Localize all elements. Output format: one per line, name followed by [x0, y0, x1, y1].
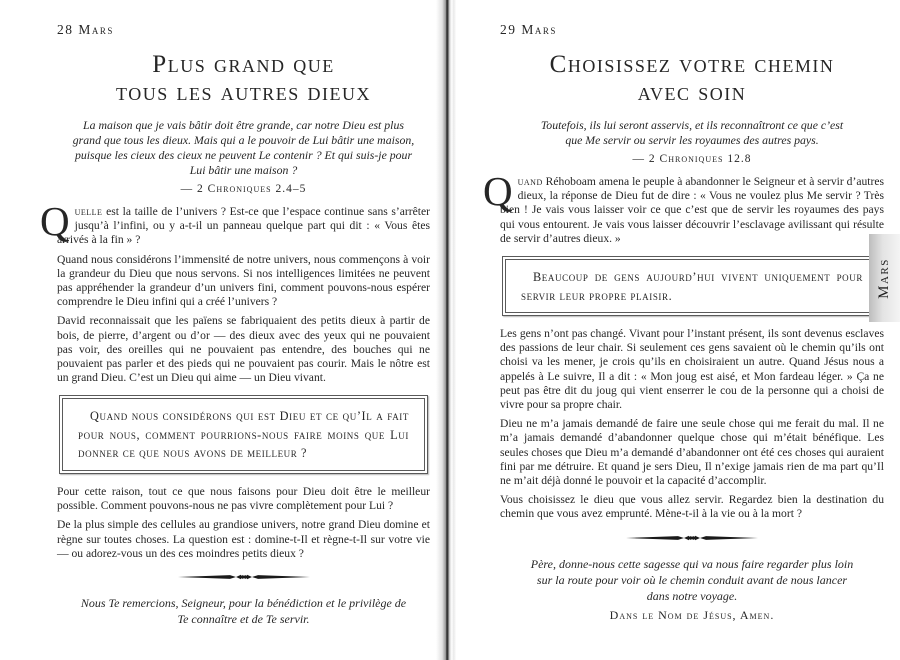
- body-paragraph: David reconnaissait que les païens se fabriquaient des petits dieux à partir de bois, de pierre, d’argent ou d’or — des dieux avec des yeux qui ne pouvaient pas voir, des oreilles qui ne pouvaient pas entendre, des bouches qui ne pouvaient pas parler et des pieds qui ne pouvaient pas courir. Mais le nôtre est un grand Dieu. C’est un Dieu qui aime — un Dieu vivant.: [57, 314, 430, 385]
- pull-quote-box: [502, 256, 882, 316]
- date-heading: 28 Mars: [57, 22, 114, 37]
- body-paragraph: Vous choisissez le dieu que vous allez servir. Regardez bien la destination du chemin que vous avez emprunté. Mène-t-il à la vie ou à la mort ?: [500, 493, 884, 521]
- lead-smallcaps: uelle: [74, 205, 103, 218]
- pull-quote-text: Quand nous considérons qui est Dieu et ce qu’Il a fait pour nous, comment pourrions-nous faire moins que Lui donner ce que nous avons de meilleur ?: [62, 398, 425, 471]
- body-paragraph: Dieu ne m’a jamais demandé de faire une seule chose qui me ferait du mal. Il ne m’a jamais demandé d’abandonner quelque chose qui m’était bénéfique. Les seules choses que Dieu m’a demandé d’abandonner ont été ces choses qui auraient fini par me détruire. Et quand je sers Dieu, Il n’exige jamais rien de ma part qu’Il ne m’ait déjà donné le pouvoir et la capacité d’accomplir.: [500, 417, 884, 488]
- scripture-epigraph: La maison que je vais bâtir doit être grande, car notre Dieu est plus grand que tous les dieux. Mais qui a le pouvoir de Lui bâtir une maison, puisque les cieux des cieux ne peuvent Le contenir ? Et qui suis-je pour Lui bâtir une maison ?: [72, 118, 415, 177]
- lead-paragraph: [40, 198, 430, 248]
- body-paragraph: Pour cette raison, tout ce que nous faisons pour Dieu doit être le meilleur possible. Comment pouvons-nous ne pas vivre complètement pour Lui ?: [57, 484, 430, 513]
- tapered-rule-icon: [178, 571, 310, 583]
- scripture-epigraph: Toutefois, ils lui seront asservis, et ils reconnaîtront ce que c’est que Me servir ou servir les royaumes des autres pays.: [540, 118, 844, 147]
- month-tab-mars[interactable]: [869, 234, 900, 322]
- tapered-rule-icon: [626, 532, 758, 544]
- page-title-line1: Choisissez votre chemin: [549, 51, 835, 78]
- page-title-line2: tous les autres dieux: [116, 79, 371, 106]
- page-right: [457, 0, 900, 660]
- lead-text: Réhoboam amena le peuple à abandonner le Seigneur et à servir d’autres dieux, la réponse de Dieu fut de dire : « Vous ne voulez plus Me servir ? Très bien ! Je vais vous laisser voir ce que c’est que de servir les royaumes des pays qui vous entourent. Je vais vous laisser découvrir l’esclavage avilissant qui résulte de servir d’autres dieux. »: [500, 175, 884, 245]
- page-title-line1: Plus grand que: [152, 51, 335, 78]
- closing-prayer: Nous Te remercions, Seigneur, pour la bénédiction et le privilège de Te connaître et de Te servir.: [80, 595, 407, 626]
- body-paragraph: Les gens n’ont pas changé. Vivant pour l’instant présent, ils sont devenus esclaves des passions de leur chair. Si seulement ces gens savaient où le chemin qu’ils ont choisi va les mener, je crois qu’ils en choisiraient un autre. Quand Jésus nous a appelés à Le suivre, Il a dit : « Mon joug est aisé, et Mon fardeau léger. » Ça ne peut pas être dit du joug qui vient enserrer le cou de la personne qui a choisi de vivre pour sa propre chair.: [500, 327, 884, 412]
- page-title: [57, 51, 430, 107]
- section-divider-ornament: [500, 531, 884, 549]
- date-heading: 29 Mars: [500, 22, 557, 37]
- scripture-reference: — 2 Chroniques 12.8: [632, 153, 752, 165]
- scripture-reference: — 2 Chroniques 2.4–5: [180, 183, 307, 195]
- closing-prayer: Père, donne-nous cette sagesse qui va nous faire regarder plus loin sur la route pour voir où le chemin conduit avant de nous lancer dans notre voyage.: [530, 556, 854, 603]
- drop-cap: Q: [483, 168, 513, 214]
- lead-paragraph: [483, 168, 884, 246]
- lead-text: est la taille de l’univers ? Est-ce que l’espace continue sans s’arrêter jusqu’à l’infini, ou y a-t-il un panneau quelque part qui dit : « Vous êtes arrivés à la fin » ?: [57, 205, 430, 247]
- body-text: [483, 168, 884, 522]
- section-divider-ornament: [57, 570, 430, 588]
- prayer-signoff: Dans le Nom de Jésus, Amen.: [609, 607, 775, 622]
- body-paragraph: De la plus simple des cellules au grandiose univers, notre grand Dieu domine et règne sur toutes choses. La question est : domine-t-Il et règne-t-Il sur votre vie — ou adorez-vous un des ces moindres petits dieux ?: [57, 518, 430, 560]
- drop-cap: Q: [40, 198, 70, 244]
- body-text: [40, 198, 430, 561]
- month-tab-label: Mars: [876, 257, 892, 299]
- pull-quote-box: [59, 395, 428, 474]
- pull-quote-text: Beaucoup de gens aujourd’hui vivent uniquement pour servir leur propre plaisir.: [505, 259, 879, 313]
- lead-smallcaps: uand: [517, 175, 543, 188]
- page-title: [500, 51, 884, 107]
- body-paragraph: Quand nous considérons l’immensité de notre univers, nous commençons à voir la grandeur du Dieu que nous servons. Si nos intelligences limitées ne peuvent pas appréhender la grandeur d’un univers fini, comment pouvons-nous espérer comprendre le Dieu infini qui a créé l’univers ?: [57, 252, 430, 309]
- page-left: [0, 0, 442, 660]
- page-title-line2: avec soin: [637, 79, 747, 106]
